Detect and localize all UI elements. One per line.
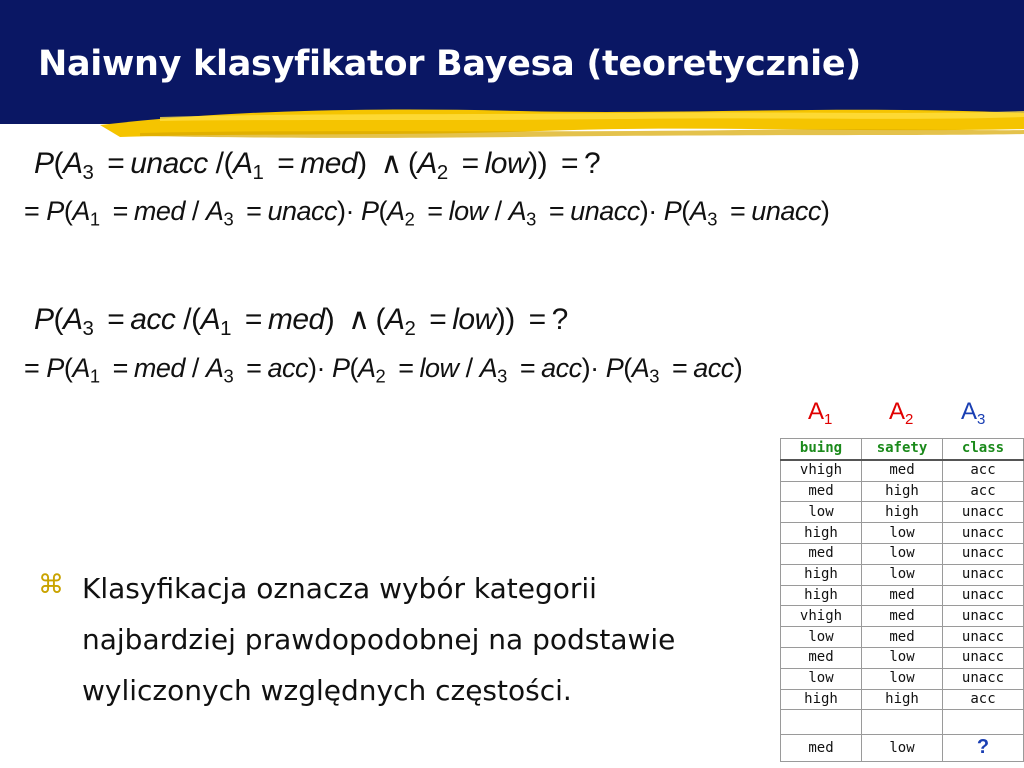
table-cell: unacc [943,668,1024,689]
formula-unacc-question: $P(A_3$ = unacc $/(A_1 = med)$ ∧ $(A_2 = low)$) = ? [34,147,601,185]
table-cell: acc [943,460,1024,481]
bullet-paragraph [82,563,782,716]
table-cell: high [862,481,943,502]
column-header-buing: buing [781,439,862,460]
table-blank-row [781,710,1024,735]
table-row [781,543,1024,564]
formula-acc-question: $P(A_3$ = acc $/(A_1 = med)$ ∧ $(A_2 = low)$) = ? [34,303,568,341]
table-row [781,606,1024,627]
table-cell: high [781,585,862,606]
table-cell: vhigh [781,460,862,481]
table-row [781,460,1024,481]
table-cell: med [862,627,943,648]
table-cell: vhigh [781,606,862,627]
table-cell: med [781,481,862,502]
table-cell: high [781,523,862,544]
table-row [781,523,1024,544]
table-row [781,627,1024,648]
table-cell: unacc [943,523,1024,544]
query-cell-safety: low [862,735,943,762]
table-cell: low [781,627,862,648]
table-row [781,689,1024,710]
table-cell: med [781,543,862,564]
formula-unacc-expansion: = $P(A_1$ = med / $A_3$ = unacc)· $P(A_2$ = low / $A_3$ = unacc)· $P(A_3$ = unacc) [24,196,830,230]
table-cell: low [862,668,943,689]
table-cell: acc [943,689,1024,710]
table-cell: med [781,647,862,668]
table-row [781,481,1024,502]
query-cell-buing: med [781,735,862,762]
table-cell: med [862,460,943,481]
formula-acc-expansion: = $P(A_1$ = med / $A_3 = acc)\cdot P(A_2$ = low / $A_3 = acc)\cdot P(A_3 = acc)$ [24,353,743,387]
table-cell: high [781,564,862,585]
column-header-safety: safety [862,439,943,460]
table-cell: low [862,564,943,585]
bullet-line: wyliczonych względnych częstości. [82,674,572,707]
attr-label-a1: $A_1$ [808,398,833,428]
table-cell: unacc [943,627,1024,648]
table-cell: unacc [943,606,1024,627]
table-cell: acc [943,481,1024,502]
bullet-z-icon: ⌘ [38,570,64,600]
attr-label-a2: $A_2$ [889,398,914,428]
table-cell: low [862,647,943,668]
table-cell: low [862,543,943,564]
table-cell: high [862,502,943,523]
table-cell: unacc [943,543,1024,564]
brush-stroke-decoration [100,103,1024,143]
table-header-row [781,439,1024,460]
bullet-line: najbardziej prawdopodobnej na podstawie [82,623,676,656]
table-cell: med [862,606,943,627]
table-cell: med [862,585,943,606]
slide-title: Naiwny klasyfikator Bayesa (teoretycznie) [38,44,861,84]
column-header-class: class [943,439,1024,460]
table-cell: unacc [943,585,1024,606]
table-row [781,502,1024,523]
table-cell: high [862,689,943,710]
question-mark: ? [976,735,990,758]
table-cell: high [781,689,862,710]
attr-label-a3: $A_3$ [961,398,986,428]
table-row [781,585,1024,606]
table-cell: unacc [943,647,1024,668]
table-cell: low [862,523,943,544]
table-cell: unacc [943,502,1024,523]
table-row [781,564,1024,585]
table-cell: unacc [943,564,1024,585]
table-cell: low [781,668,862,689]
bullet-line: Klasyfikacja oznacza wybór kategorii [82,572,597,605]
query-cell-class [943,735,1024,762]
table-query-row [781,735,1024,762]
training-data-table [780,438,1024,762]
table-row [781,647,1024,668]
table-cell: low [781,502,862,523]
table-row [781,668,1024,689]
